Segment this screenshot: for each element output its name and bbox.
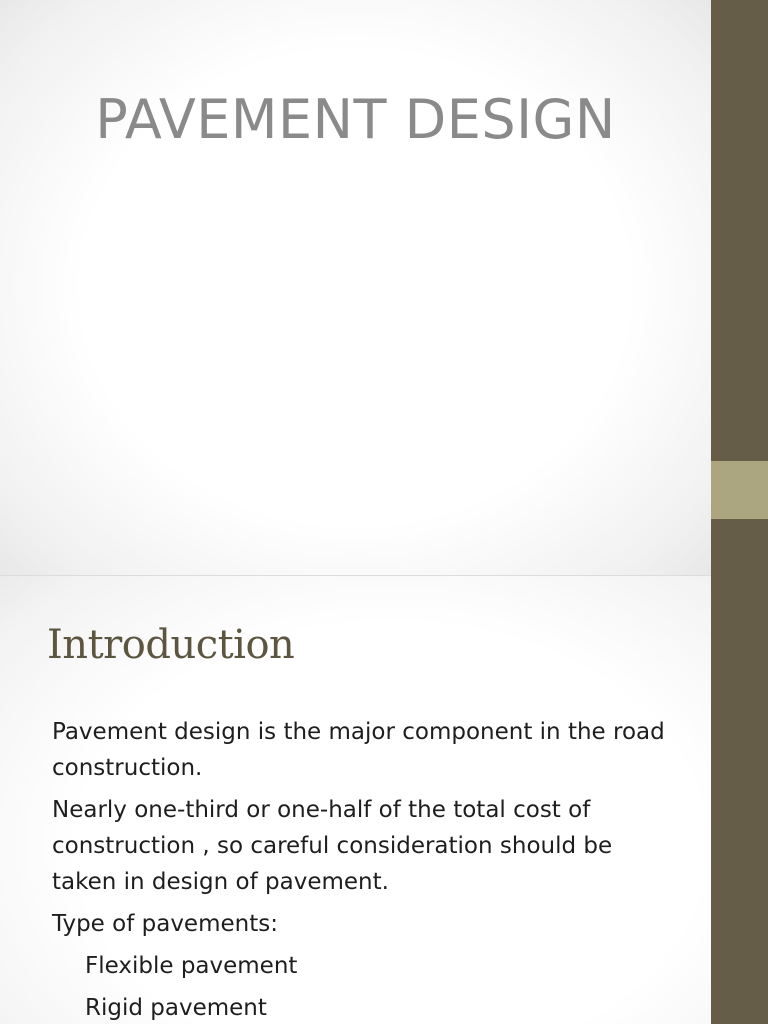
paragraph-cost: Nearly one-third or one-half of the total cost of construction , so careful consideration should be taken in design of pavement.	[52, 797, 613, 895]
introduction-heading: Introduction	[47, 622, 295, 668]
decorative-sidebar-accent	[711, 461, 768, 519]
slide-title: PAVEMENT DESIGN	[95, 88, 616, 151]
introduction-slide	[0, 576, 711, 1024]
list-item-rigid-pavement: Rigid pavement	[85, 995, 267, 1021]
paragraph-pavement-design: Pavement design is the major component in the road construction.	[52, 719, 665, 781]
paragraph-types-label: Type of pavements:	[52, 911, 278, 937]
list-item-flexible-pavement: Flexible pavement	[85, 953, 298, 979]
introduction-body	[52, 714, 682, 1024]
